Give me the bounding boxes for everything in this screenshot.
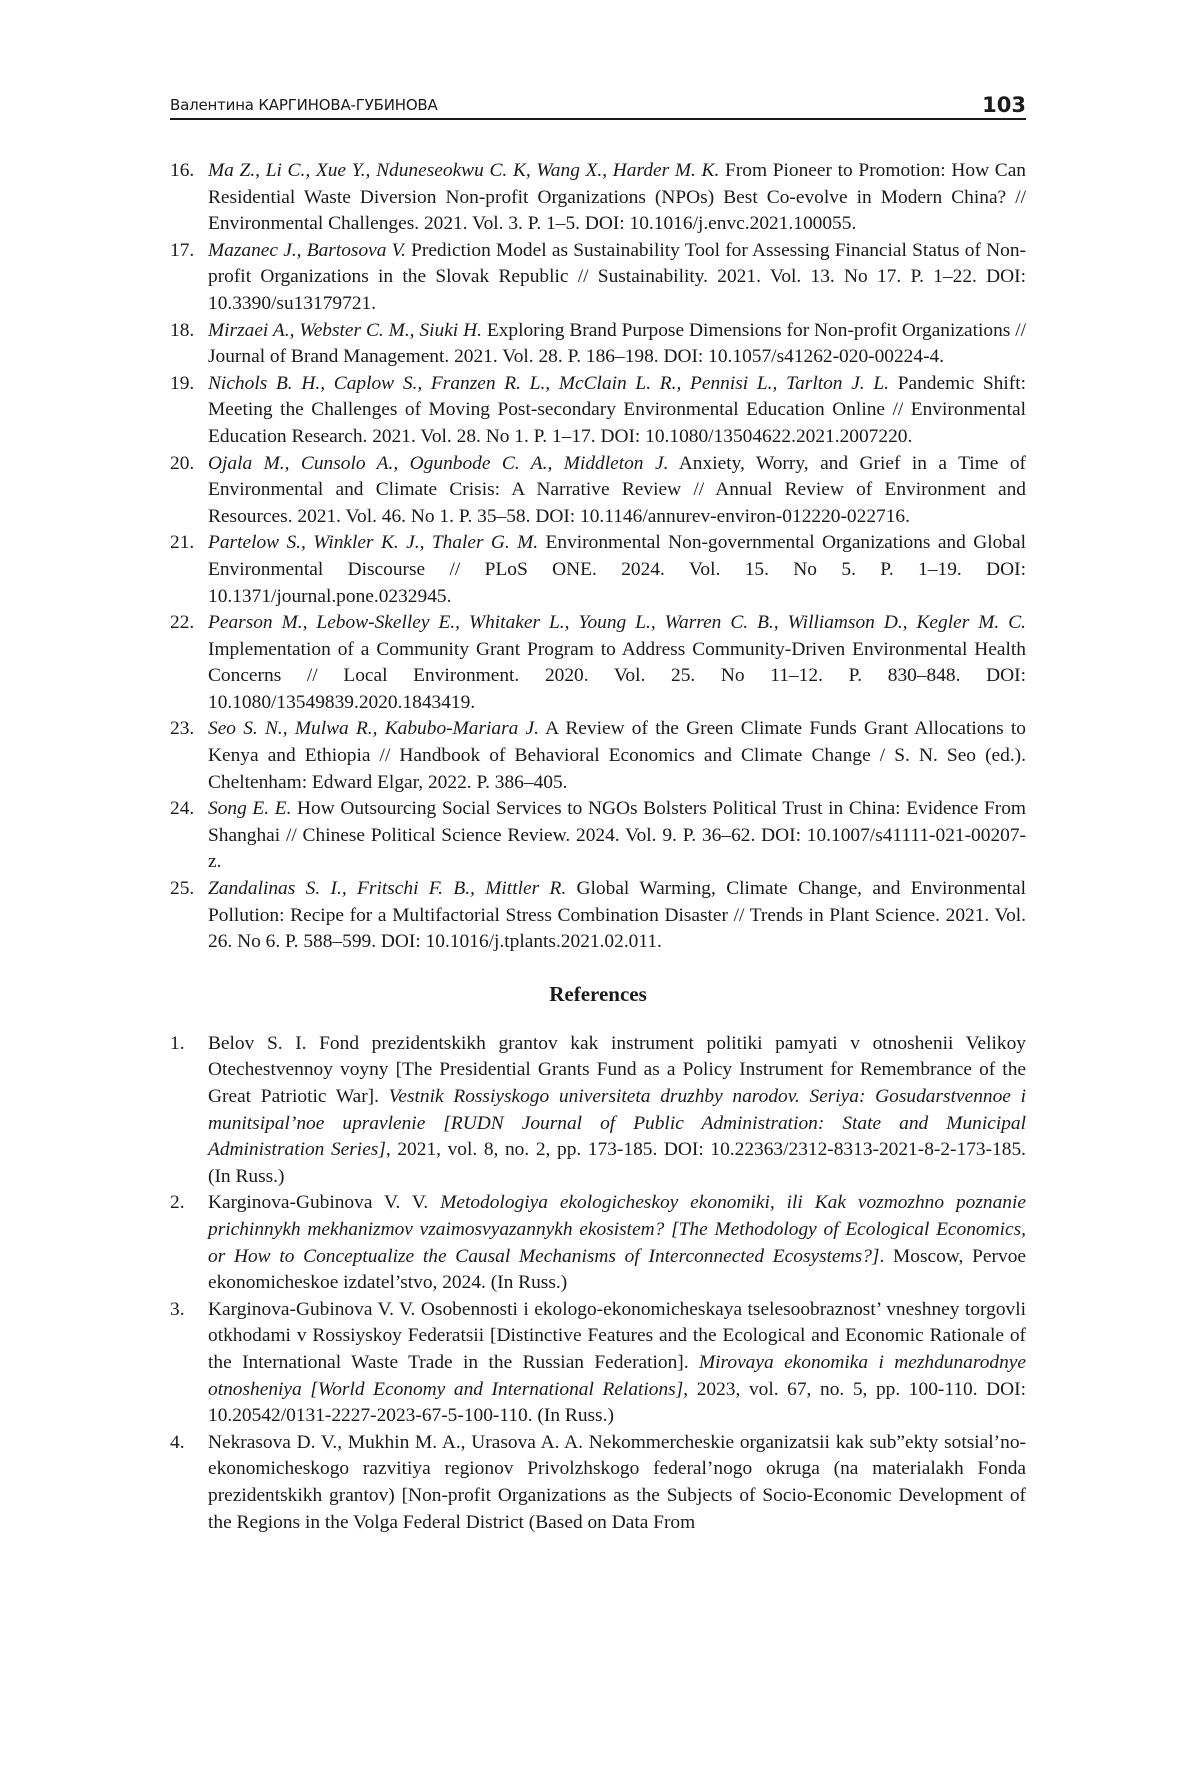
reference-authors: Seo S. N., Mulwa R., Kabubo-Mariara J. [208,718,539,739]
reference-text: From Pioneer to Promotion: How Can Residential Waste Diversion Non-profit Organizations (NPOs) Best Co-evolve in Modern China? // Environmental Challenges. 2021. Vol. 3. P. 1–5. DOI: 10.1016/j.envc.2021.100055. [208,160,1026,234]
references-heading: References [170,982,1026,1007]
reference-authors: Ma Z., Li C., Xue Y., Nduneseokwu C. K, Wang X., Harder M. K. [208,160,719,181]
reference-text: Pandemic Shift: Meeting the Challenges of Moving Post-secondary Environmental Education Online // Environmental Education Research. 2021. Vol. 28. No 1. P. 1–17. DOI: 10.1080/13504622.2021.2007220. [208,373,1026,447]
reference-item [170,876,1026,956]
reference-text: A Review of the Green Climate Funds Grant Allocations to Kenya and Ethiopia // Handbook of Behavioral Economics and Climate Change / S. N. Seo (ed.). Cheltenham: Edward Elgar, 2022. P. 386–405. [208,718,1026,792]
reference-number: 2. [170,1190,185,1217]
reference-item [170,1430,1026,1536]
reference-number: 17. [170,238,194,265]
reference-text: Environmental Non-governmental Organizations and Global Environmental Discourse // PLoS ONE. 2024. Vol. 15. No 5. P. 1–19. DOI: 10.1371/journal.pone.0232945. [208,532,1026,606]
reference-source: Metodologiya ekologicheskoy ekonomiki, ili Kak vozmozhno poznanie prichinnykh mekhanizmov vzaimosvyazannykh ekosistem? [The Methodology of Ecological Economics, or How to Conceptualize the Causal Mechanisms of Interconnected Ecosystems?] [208,1192,1026,1266]
reference-number: 1. [170,1031,185,1058]
reference-number: 24. [170,796,194,823]
reference-details: . Moscow, Pervoe ekonomicheskoe izdatel’stvo, 2024. (In Russ.) [208,1246,1026,1294]
reference-number: 18. [170,318,194,345]
reference-text: Belov S. I. Fond prezidentskikh grantov kak instrument politiki pamyati v otnoshenii Velikoy Otechestvennoy voyny [The Presidential Grants Fund as a Policy Instrument for Remembrance of the Great Patriotic War]. [208,1033,1026,1107]
reference-item [170,1031,1026,1191]
reference-number: 4. [170,1430,185,1457]
page-number: 103 [982,93,1026,118]
reference-authors: Song E. E. [208,798,291,819]
reference-item [170,530,1026,610]
reference-item [170,371,1026,451]
page-body [170,158,1026,1536]
reference-item [170,318,1026,371]
reference-text: Karginova-Gubinova V. V. Osobennosti i ekologo-ekonomicheskaya tselesoobraznost’ vneshney torgovli otkhodami v Rossiyskoy Federatsii [Distinctive Features and the Ecological and Economic Rationale of the International Waste Trade in the Russian Federation]. [208,1299,1026,1373]
reference-details: , 2021, vol. 8, no. 2, pp. 173-185. DOI: 10.22363/2312-8313-2021-8-2-173-185. (In Russ.) [208,1139,1026,1187]
reference-text: Anxiety, Worry, and Grief in a Time of Environmental and Climate Crisis: A Narrative Review // Annual Review of Environment and Resources. 2021. Vol. 46. No 1. P. 35–58. DOI: 10.1146/annurev-environ-012220-022716. [208,453,1026,527]
reference-authors: Ojala M., Cunsolo A., Ogunbode C. A., Middleton J. [208,453,668,474]
reference-source: Mirovaya ekonomika i mezhdunarodnye otnosheniya [World Economy and International Relations] [208,1352,1026,1400]
reference-number: 21. [170,530,194,557]
reference-authors: Mazanec J., Bartosova V. [208,240,406,261]
reference-authors: Mirzaei A., Webster C. M., Siuki H. [208,320,482,341]
reference-number: 20. [170,451,194,478]
running-header-author: Валентина КАРГИНОВА-ГУБИНОВА [170,96,438,118]
reference-number: 16. [170,158,194,185]
reference-item [170,1297,1026,1430]
reference-number: 23. [170,716,194,743]
reference-source: Vestnik Rossiyskogo universiteta druzhby narodov. Seriya: Gosudarstvennoe i munitsipal’noe upravlenie [RUDN Journal of Public Administration: State and Municipal Administration Series] [208,1086,1026,1160]
reference-authors: Partelow S., Winkler K. J., Thaler G. M. [208,532,538,553]
reference-item [170,238,1026,318]
reference-text: Nekrasova D. V., Mukhin M. A., Urasova A. A. Nekommercheskie organizatsii kak sub”ekty sotsial’no-ekonomicheskogo razvitiya regionov Privolzhskogo federal’nogo okruga (na materialakh Fonda prezidentskikh grantov) [Non-profit Organizations as the Subjects of Socio-Economic Development of the Regions in the Volga Federal District (Based on Data From [208,1432,1026,1533]
reference-authors: Nichols B. H., Caplow S., Franzen R. L., McClain L. R., Pennisi L., Tarlton J. L. [208,373,889,394]
reference-number: 25. [170,876,194,903]
reference-text: How Outsourcing Social Services to NGOs Bolsters Political Trust in China: Evidence From Shanghai // Chinese Political Science Review. 2024. Vol. 9. P. 36–62. DOI: 10.1007/s41111-021-00207-z. [208,798,1026,872]
reference-item [170,796,1026,876]
reference-text: Exploring Brand Purpose Dimensions for Non-profit Organizations // Journal of Brand Management. 2021. Vol. 28. P. 186–198. DOI: 10.1057/s41262-020-00224-4. [208,320,1026,368]
reference-text: Implementation of a Community Grant Program to Address Community-Driven Environmental Health Concerns // Local Environment. 2020. Vol. 25. No 11–12. P. 830–848. DOI: 10.1080/13549839.2020.1843419. [208,639,1026,713]
reference-list-transliterated [170,1031,1026,1536]
reference-item [170,1190,1026,1296]
running-header [170,88,1026,120]
reference-number: 19. [170,371,194,398]
reference-authors: Zandalinas S. I., Fritschi F. B., Mittler R. [208,878,566,899]
reference-text: Prediction Model as Sustainability Tool for Assessing Financial Status of Non-profit Organizations in the Slovak Republic // Sustainability. 2021. Vol. 13. No 17. P. 1–22. DOI: 10.3390/su13179721. [208,240,1026,314]
reference-item [170,158,1026,238]
reference-text: Global Warming, Climate Change, and Environmental Pollution: Recipe for a Multifactorial Stress Combination Disaster // Trends in Plant Science. 2021. Vol. 26. No 6. P. 588–599. DOI: 10.1016/j.tplants.2021.02.011. [208,878,1026,952]
reference-item [170,610,1026,716]
reference-details: , 2023, vol. 67, no. 5, pp. 100-110. DOI: 10.20542/0131-2227-2023-67-5-100-110. (In Russ.) [208,1379,1026,1427]
reference-item [170,451,1026,531]
reference-number: 22. [170,610,194,637]
reference-text: Karginova-Gubinova V. V. [208,1192,440,1213]
reference-authors: Pearson M., Lebow-Skelley E., Whitaker L., Young L., Warren C. B., Williamson D., Kegler M. C. [208,612,1026,633]
reference-number: 3. [170,1297,185,1324]
reference-list-original [170,158,1026,956]
reference-item [170,716,1026,796]
